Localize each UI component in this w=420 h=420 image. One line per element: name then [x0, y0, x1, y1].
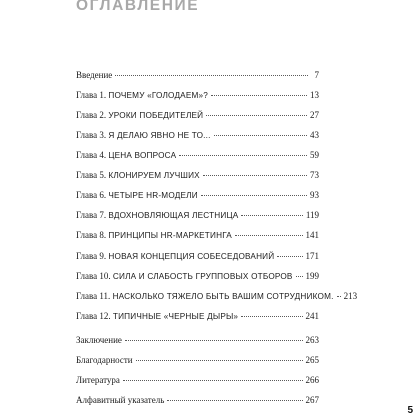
entry-page-number: 27 — [310, 110, 319, 121]
dot-leader — [167, 400, 302, 401]
entry-label — [76, 394, 164, 406]
dot-leader — [277, 256, 302, 257]
entry-label — [76, 229, 232, 242]
page-number: 5 — [407, 405, 413, 416]
entry-title: ВДОХНОВЛЯЮЩАЯ ЛЕСТНИЦА — [108, 211, 239, 221]
dot-leader — [337, 296, 341, 297]
toc-entry-chapter-12 — [76, 310, 319, 324]
entry-label — [76, 209, 238, 222]
entry-prefix: Заключение — [76, 334, 122, 345]
toc-entry-chapter-7 — [76, 209, 319, 223]
entry-page-number: 199 — [305, 271, 319, 282]
toc-entry-introduction — [76, 69, 319, 83]
toc-entry-conclusion — [76, 334, 319, 348]
entry-label — [76, 109, 203, 122]
entry-prefix: Глава 7. — [76, 210, 107, 221]
entry-title: ЦЕНА ВОПРОСА — [108, 151, 177, 161]
entry-prefix: Благодарности — [76, 354, 133, 365]
entry-label — [76, 270, 293, 283]
entry-label — [76, 189, 198, 202]
entry-title: ТИПИЧНЫЕ «ЧЕРНЫЕ ДЫРЫ» — [112, 312, 239, 322]
entry-label — [76, 374, 120, 386]
entry-title: ЧЕТЫРЕ HR-МОДЕЛИ — [108, 191, 198, 201]
entry-title: СИЛА И СЛАБОСТЬ ГРУППОВЫХ ОТБОРОВ — [112, 272, 293, 282]
toc-entry-chapter-4 — [76, 149, 319, 163]
entry-prefix: Литература — [76, 374, 120, 385]
entry-label — [76, 250, 274, 263]
toc-entry-chapter-1 — [76, 89, 319, 103]
dot-leader — [201, 195, 307, 196]
toc-entry-chapter-2 — [76, 109, 319, 123]
entry-prefix: Глава 2. — [76, 110, 107, 121]
toc-entry-chapter-9 — [76, 250, 319, 264]
dot-leader — [235, 235, 303, 236]
entry-title: ПРИНЦИПЫ HR-МАРКЕТИНГА — [108, 231, 232, 241]
entry-page-number: 93 — [310, 190, 319, 201]
entry-page-number: 43 — [310, 130, 319, 141]
entry-label — [76, 290, 334, 303]
entry-page-number: 73 — [310, 170, 319, 181]
dot-leader — [179, 155, 307, 156]
entry-page-number: 59 — [310, 150, 319, 161]
entry-page-number: 171 — [305, 251, 319, 262]
entry-label — [76, 310, 238, 323]
entry-prefix: Глава 6. — [76, 190, 107, 201]
entry-prefix: Алфавитный указатель — [76, 395, 165, 405]
toc-entry-chapter-5 — [76, 169, 319, 183]
entry-page-number: 263 — [305, 334, 319, 345]
entry-label — [76, 129, 211, 142]
dot-leader — [214, 135, 307, 136]
toc-entry-chapter-6 — [76, 189, 319, 203]
entry-prefix: Глава 8. — [76, 230, 107, 241]
entry-title: ПОЧЕМУ «ГОЛОДАЕМ»? — [108, 91, 209, 101]
entry-prefix: Глава 3. — [76, 130, 107, 141]
entry-page-number: 267 — [305, 395, 319, 405]
dot-leader — [123, 380, 303, 381]
entry-page-number: 141 — [305, 230, 319, 241]
entry-prefix: Глава 4. — [76, 150, 107, 161]
entry-prefix: Глава 10. — [76, 271, 111, 282]
entry-page-number: 213 — [343, 291, 358, 302]
toc-entry-chapter-11 — [76, 290, 358, 304]
dot-leader — [206, 115, 307, 116]
entry-label — [76, 89, 208, 102]
entry-title: НАСКОЛЬКО ТЯЖЕЛО БЫТЬ ВАШИМ СОТРУДНИКОМ. — [112, 292, 334, 302]
dot-leader — [203, 175, 307, 176]
toc-entry-chapter-8 — [76, 229, 319, 243]
entry-prefix: Введение — [76, 70, 113, 80]
entry-prefix: Глава 9. — [76, 251, 107, 262]
toc-entry-chapter-3 — [76, 129, 319, 143]
entry-page-number: 7 — [314, 70, 319, 80]
toc-entry-chapter-10 — [76, 270, 319, 284]
entry-page-number: 266 — [305, 374, 319, 385]
toc-entry-bibliography — [76, 374, 319, 388]
entry-page-number: 265 — [305, 354, 319, 365]
dot-leader — [115, 75, 308, 76]
entry-label — [76, 334, 122, 346]
dot-leader — [241, 316, 302, 317]
toc-heading: ОГЛАВЛЕНИЕ — [76, 0, 200, 14]
toc-entry-acknowledgements — [76, 354, 319, 368]
entry-page-number: 13 — [310, 90, 319, 101]
entry-title: УРОКИ ПОБЕДИТЕЛЕЙ — [108, 111, 204, 121]
dot-leader — [125, 340, 303, 341]
dot-leader — [241, 215, 302, 216]
dot-leader — [211, 95, 307, 96]
entry-label — [76, 169, 200, 182]
dot-leader — [296, 276, 303, 277]
entry-prefix: Глава 5. — [76, 170, 107, 181]
entry-label — [76, 149, 176, 162]
toc-entry-index — [76, 394, 319, 408]
entry-page-number: 119 — [305, 210, 319, 221]
entry-title: НОВАЯ КОНЦЕПЦИЯ СОБЕСЕДОВАНИЙ — [108, 252, 275, 262]
entry-title: Я ДЕЛАЮ ЯВНО НЕ ТО... — [108, 131, 211, 141]
entry-label — [76, 354, 133, 366]
entry-prefix: Глава 1. — [76, 90, 107, 101]
entry-prefix: Глава 12. — [76, 311, 111, 322]
entry-page-number: 241 — [305, 311, 319, 322]
entry-label — [76, 69, 112, 81]
entry-title: КЛОНИРУЕМ ЛУЧШИХ — [108, 171, 200, 181]
dot-leader — [136, 360, 303, 361]
entry-prefix: Глава 11. — [76, 291, 111, 302]
